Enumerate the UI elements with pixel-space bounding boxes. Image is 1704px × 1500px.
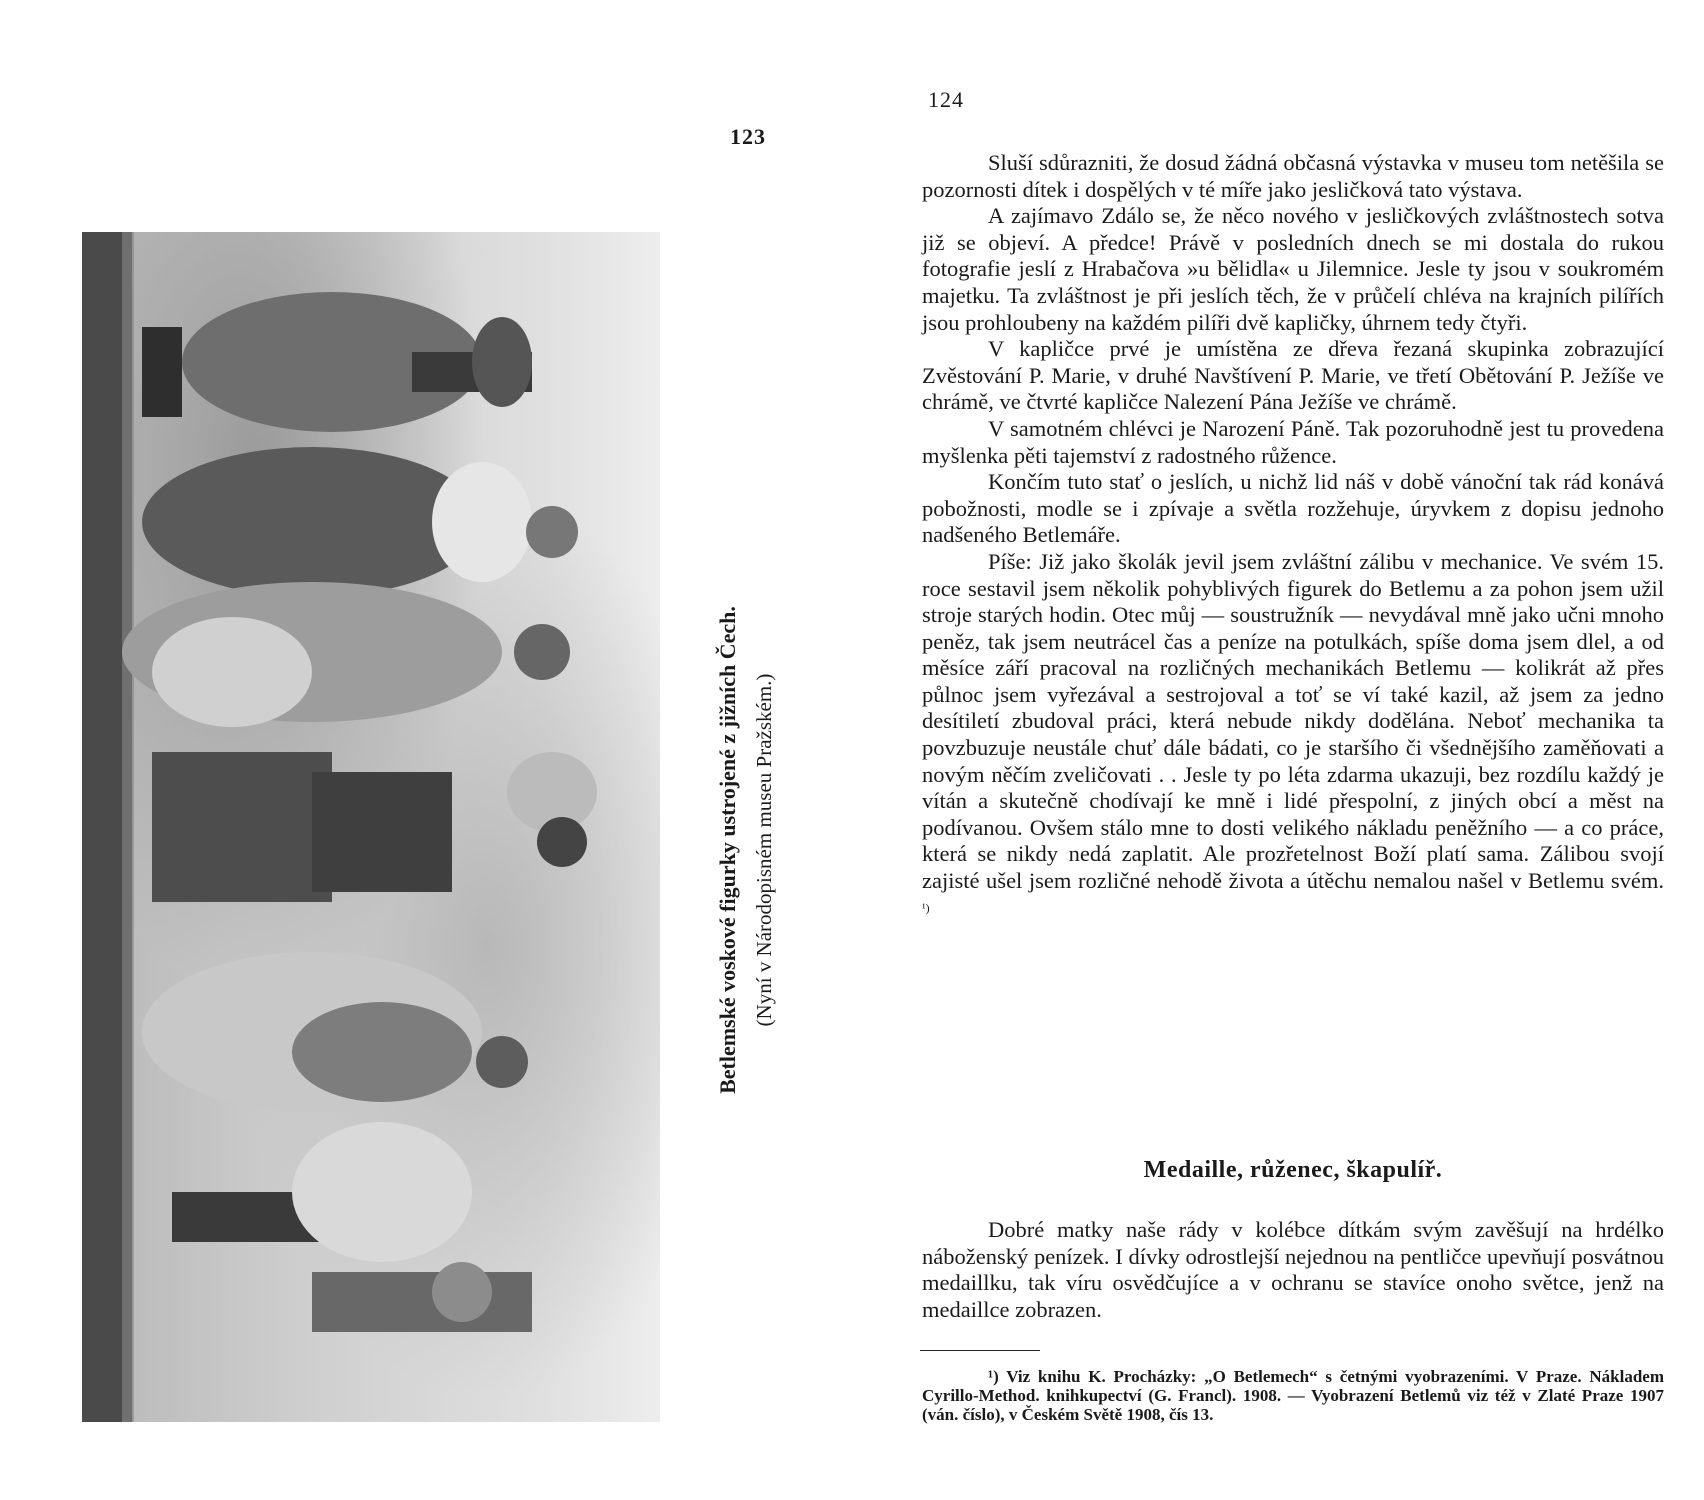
footnote-ref: ¹) [922, 900, 930, 915]
nativity-figures-photo [82, 232, 660, 1422]
photo-caption [710, 540, 782, 1160]
section-paragraph: Dobré matky naše rády v kolébce dítkám svým zavěšují na hrdélko náboženský penízek. I dívky odrostlejší nejednou na pentličce upevňují posvátnou medaillku, tak víru osvědčujíce a v ochranu se stavíce onoho světce, jenž na medaillce zobrazen. [922, 1217, 1664, 1322]
paragraph: V samotném chlévci je Narození Páně. Tak pozoruhodně jest tu provedena myšlenka pěti tajemství z radostného růžence. [922, 415, 1664, 468]
footnote-divider [920, 1350, 1040, 1351]
paragraph-quote [922, 549, 1664, 927]
photo-figures-image [82, 232, 660, 1422]
paragraph: Sluší sdůrazniti, že dosud žádná občasná výstavka v museu tom netěšila se pozornosti dítek i dospělých v té míře jako jesličková tato výstava. [922, 150, 1664, 202]
footnote: ¹) Viz knihu K. Procházky: „O Betlemech“ s četnými vyobrazeními. V Praze. Nákladem Cyrillo-Method. knihkupectví (G. Francl). 1908. — Vyobrazení Betlemů viz též v Zlaté Praze 1907 (ván. číslo), v Českém Světě 1908, čís 13. [922, 1367, 1664, 1424]
paragraph: A zajímavo Zdálo se, že něco nového v jesličkových zvláštnostech sotva již se objeví. A předce! Právě v posledních dnech se mi dostala do rukou fotografie jeslí z Hrabačova »u bělidla« u Jilemnice. Jesle ty jsou v soukromém majetku. Ta zvláštnost je při jeslích těch, že v průčelí chléva na krajních pilířích jsou prohloubeny na každém pilíři dvě kapličky, úhrnem tedy čtyři. [922, 203, 1664, 335]
caption-title: Betlemské voskové figurky ustrojené z jižních Čech. [715, 606, 740, 1094]
page-number-left: 123 [730, 124, 766, 149]
section-heading: Medaille, růženec, škapulíř. [1143, 1157, 1443, 1183]
body-text [922, 150, 1664, 927]
paragraph: V kapličce prvé je umístěna ze dřeva řezaná skupinka zobrazující Zvěstování P. Marie, v druhé Navštívení P. Marie, ve třetí Obětování P. Ježíše ve chrámě, ve čtvrté kapličce Nalezení Pána Ježíše ve chrámě. [922, 336, 1664, 415]
caption-subtitle: (Nyní v Národopisném museu Pražském.) [752, 673, 776, 1027]
paragraph: Končím tuto stať o jeslích, u nichž lid náš v době vánoční tak rád konává pobožnosti, modle se i zpívaje a světla rozžehuje, úryvkem z dopisu jednoho nadšeného Betlemáře. [922, 469, 1664, 548]
quote-text: Píše: Již jako školák jevil jsem zvláštní zálibu v mechanice. Ve svém 15. roce sestavil jsem několik pohyblivých figurek do Betlemu a za pohon jsem užil stroje starých hodin. Otec můj — soustružník — nevydával mně jako učni mnoho peněz, tak jsem neutrácel čas a peníze na potulkách, spíše doma jsem dlel, a od měsíce září pracoval na rozličných mechanikách Betlemu — kolikrát až přes půlnoc jsem vyřezával a sestrojoval a toť se ví také kazil, až jsem za jedno desítiletí zbudoval práci, která nebude nikdy dodělána. Neboť mechanika ta povzbuzuje neustále chuť dále bádati, co je staršího či všednějšího zaměňovati a novým něčím zveličovati . . Jesle ty po léta zdarma ukazuji, bez rozdílu každý je vítán a skutečně chodívají ke mně i lidé přespolní, z jiných obcí a měst na podívanou. Ovšem stálo mne to dosti velikého nákladu peněžního — a co práce, která se nikdy nedá zaplatit. Ale prozřetelnost Boží platí sama. Zálibou svojí zajisté ušel jsem rozličné nehodě života a útěchu nemalou našel v Betlemu svém. [922, 548, 1664, 894]
page-number-right: 124 [928, 87, 964, 112]
